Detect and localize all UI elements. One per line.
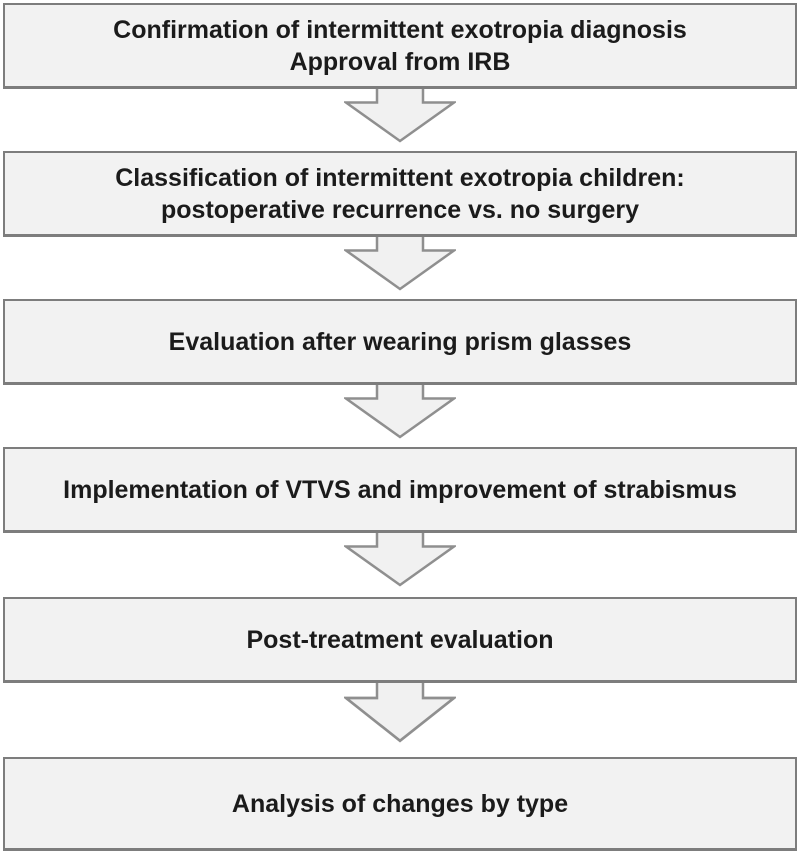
flow-step-diagnosis-irb	[3, 3, 797, 89]
flow-connector	[0, 533, 800, 597]
flow-step-analysis	[3, 757, 797, 851]
down-arrow-icon	[344, 683, 456, 743]
flow-step-text: Classification of intermittent exotropia children:	[115, 163, 685, 192]
flow-connector	[0, 683, 800, 757]
flow-step-classification	[3, 151, 797, 237]
flow-step-prism-evaluation	[3, 299, 797, 385]
flow-connector	[0, 385, 800, 447]
flow-step-text: Implementation of VTVS and improvement of strabismus	[63, 475, 737, 504]
down-arrow-icon	[344, 385, 456, 439]
down-arrow-icon	[344, 89, 456, 143]
flow-step-text: Analysis of changes by type	[231, 789, 569, 818]
flow-step-vtvs-implementation	[3, 447, 797, 533]
down-arrow-icon	[344, 237, 456, 291]
flow-step-text: Evaluation after wearing prism glasses	[168, 327, 632, 356]
flow-step-text: Post-treatment evaluation	[246, 625, 554, 654]
flow-step-post-treatment	[3, 597, 797, 683]
down-arrow-icon	[344, 533, 456, 587]
flow-connector	[0, 89, 800, 151]
flow-step-text: Confirmation of intermittent exotropia diagnosis	[113, 15, 687, 44]
flow-step-text: Approval from IRB	[289, 47, 511, 76]
flow-step-text: postoperative recurrence vs. no surgery	[161, 195, 639, 224]
flow-connector	[0, 237, 800, 299]
